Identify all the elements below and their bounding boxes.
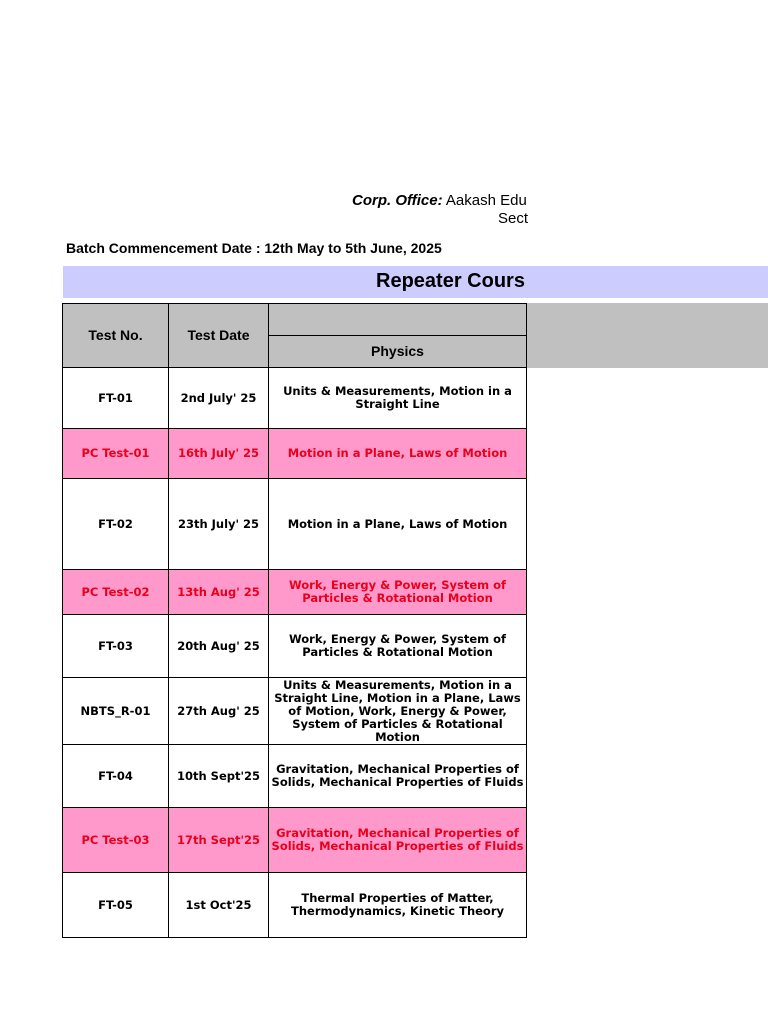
cell-test-date: 10th Sept'25 — [169, 745, 269, 808]
cell-test-date: 2nd July' 25 — [169, 368, 269, 429]
cell-physics-topics: Motion in a Plane, Laws of Motion — [269, 429, 527, 479]
cell-physics-topics: Work, Energy & Power, System of Particles & Rotational Motion — [269, 570, 527, 615]
cell-test-no: PC Test-03 — [63, 808, 169, 873]
table-row — [63, 570, 527, 615]
corp-office-text: Aakash Edu — [445, 192, 527, 209]
cell-test-date: 27th Aug' 25 — [169, 678, 269, 745]
cell-physics-topics: Gravitation, Mechanical Properties of Solids, Mechanical Properties of Fluids — [269, 808, 527, 873]
table-row — [63, 429, 527, 479]
cell-physics-topics: Units & Measurements, Motion in a Straight Line — [269, 368, 527, 429]
cell-test-date: 20th Aug' 25 — [169, 615, 269, 678]
header-physics: Physics — [269, 336, 527, 368]
course-title: Repeater Cours — [376, 270, 525, 292]
cell-test-no: PC Test-02 — [63, 570, 169, 615]
cell-test-no: NBTS_R-01 — [63, 678, 169, 745]
table-row — [63, 368, 527, 429]
cell-test-date: 23th July' 25 — [169, 479, 269, 570]
corp-office-label: Corp. Office: — [352, 192, 443, 209]
cell-test-date: 13th Aug' 25 — [169, 570, 269, 615]
table-row — [63, 808, 527, 873]
cell-test-date: 16th July' 25 — [169, 429, 269, 479]
table-row — [63, 678, 527, 745]
cell-physics-topics: Motion in a Plane, Laws of Motion — [269, 479, 527, 570]
cell-physics-topics: Work, Energy & Power, System of Particles & Rotational Motion — [269, 615, 527, 678]
sector-line: Sect — [498, 210, 529, 227]
table-row — [63, 873, 527, 938]
header-test-no: Test No. — [63, 304, 169, 368]
corp-office-line — [352, 192, 527, 209]
cell-test-no: FT-04 — [63, 745, 169, 808]
table-row — [63, 479, 527, 570]
cell-test-no: FT-01 — [63, 368, 169, 429]
schedule-rows — [63, 368, 527, 938]
cell-test-no: FT-03 — [63, 615, 169, 678]
cell-test-no: FT-02 — [63, 479, 169, 570]
batch-commencement-line: Batch Commencement Date : 12th May to 5th June, 2025 — [66, 240, 442, 256]
cell-test-date: 17th Sept'25 — [169, 808, 269, 873]
table-row — [63, 615, 527, 678]
cell-test-no: FT-05 — [63, 873, 169, 938]
header-gray-fill — [526, 303, 768, 368]
cell-physics-topics: Gravitation, Mechanical Properties of Solids, Mechanical Properties of Fluids — [269, 745, 527, 808]
cell-test-date: 1st Oct'25 — [169, 873, 269, 938]
table-row — [63, 745, 527, 808]
cell-test-no: PC Test-01 — [63, 429, 169, 479]
cell-physics-topics: Thermal Properties of Matter, Thermodynamics, Kinetic Theory — [269, 873, 527, 938]
cell-physics-topics: Units & Measurements, Motion in a Straight Line, Motion in a Plane, Laws of Motion, Work, Energy & Power, System of Particles & Rotational Motion — [269, 678, 527, 745]
course-banner — [63, 266, 768, 298]
test-schedule-table — [62, 303, 527, 938]
header-subject-group — [269, 304, 527, 336]
header-test-date: Test Date — [169, 304, 269, 368]
